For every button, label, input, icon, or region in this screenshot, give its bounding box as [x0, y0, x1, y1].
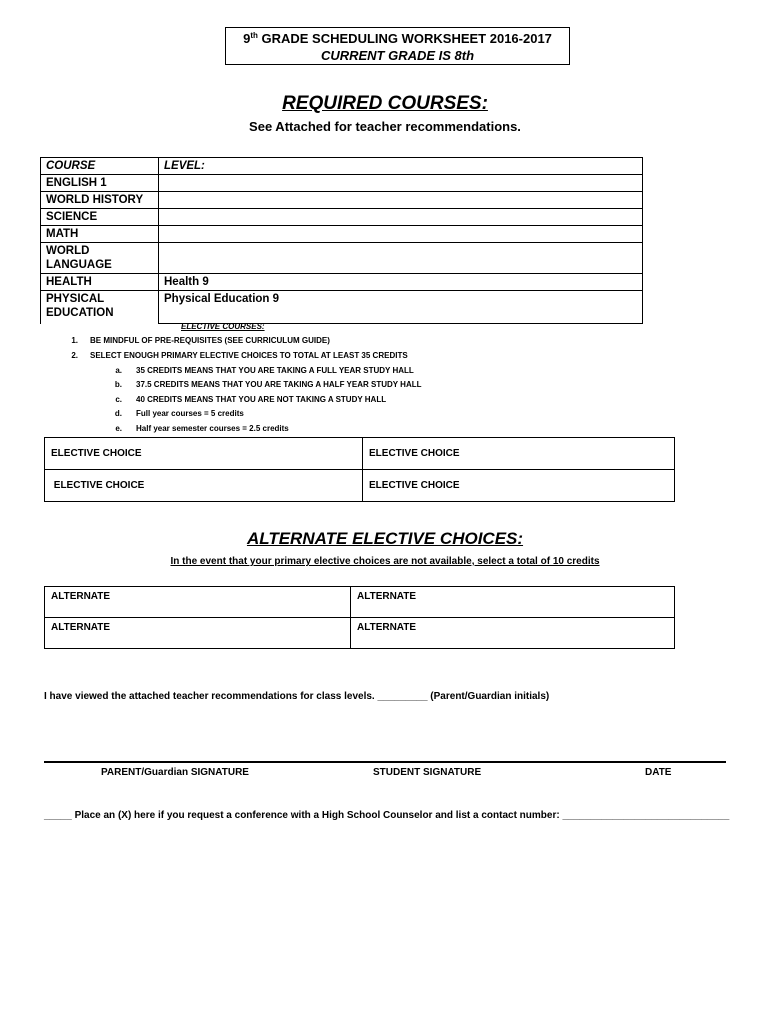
parent-initials-statement[interactable]: I have viewed the attached teacher recommendations for class levels. _________ (Parent/Guardian initials) [44, 691, 550, 702]
course-cell: WORLD LANGUAGE [41, 243, 159, 274]
conference-request-line[interactable]: _____ Place an (X) here if you request a conference with a High School Counselor and list a contact number: ______________________________ [44, 810, 730, 821]
course-cell: SCIENCE [41, 209, 159, 226]
course-column-header: COURSE [41, 158, 159, 175]
list-subitem [102, 424, 662, 436]
level-field[interactable] [159, 209, 643, 226]
table-row [41, 192, 643, 209]
required-courses-table [40, 157, 643, 324]
worksheet-title: 9th GRADE SCHEDULING WORKSHEET 2016-2017 [243, 31, 552, 46]
list-subitem [102, 409, 662, 421]
alternate-choices-table [44, 586, 675, 649]
course-cell: ENGLISH 1 [41, 175, 159, 192]
student-signature-label: STUDENT SIGNATURE [373, 767, 482, 778]
required-courses-heading: REQUIRED COURSES: [282, 93, 488, 114]
list-subitem [102, 395, 662, 407]
table-row [45, 618, 675, 649]
signature-line[interactable] [44, 761, 726, 763]
table-row [41, 175, 643, 192]
list-letter: c. [115, 395, 122, 404]
course-cell: HEALTH [41, 274, 159, 291]
elective-choice-field[interactable]: ELECTIVE CHOICE [363, 470, 675, 502]
list-text: Half year semester courses = 2.5 credits [136, 424, 289, 433]
table-row [41, 274, 643, 291]
level-field[interactable] [159, 226, 643, 243]
table-row [41, 209, 643, 226]
list-text: 40 CREDITS MEANS THAT YOU ARE NOT TAKING A STUDY HALL [136, 395, 387, 404]
table-row [45, 470, 675, 502]
list-item [58, 351, 658, 363]
table-row [45, 438, 675, 470]
table-row [41, 226, 643, 243]
elective-courses-heading: ELECTIVE COURSES: [181, 322, 265, 331]
required-courses-subtitle: See Attached for teacher recommendations. [249, 119, 521, 134]
level-field[interactable] [159, 243, 643, 274]
list-subitem [102, 380, 662, 392]
table-row [41, 243, 643, 274]
alternate-electives-heading: ALTERNATE ELECTIVE CHOICES: [246, 529, 524, 548]
elective-choice-field[interactable]: ELECTIVE CHOICE [45, 438, 363, 470]
list-number: 2. [71, 351, 78, 360]
parent-signature-label: PARENT/Guardian SIGNATURE [101, 767, 249, 778]
list-text: 37.5 CREDITS MEANS THAT YOU ARE TAKING A HALF YEAR STUDY HALL [136, 380, 422, 389]
alternate-electives-subtitle: In the event that your primary elective choices are not available, select a total of 10 credits [170, 556, 600, 567]
table-row [41, 291, 643, 324]
list-item [58, 336, 658, 348]
course-cell: WORLD HISTORY [41, 192, 159, 209]
current-grade-label: CURRENT GRADE IS 8th [320, 48, 475, 63]
table-row [45, 587, 675, 618]
level-field[interactable] [159, 192, 643, 209]
list-letter: a. [115, 366, 122, 375]
list-number: 1. [71, 336, 78, 345]
list-text: SELECT ENOUGH PRIMARY ELECTIVE CHOICES TO TOTAL AT LEAST 35 CREDITS [90, 351, 408, 360]
level-field[interactable]: Physical Education 9 [159, 291, 643, 324]
course-cell: PHYSICAL EDUCATION [41, 291, 159, 324]
date-label: DATE [645, 767, 672, 778]
alternate-field[interactable]: ALTERNATE [351, 587, 675, 618]
alternate-field[interactable]: ALTERNATE [45, 587, 351, 618]
level-field[interactable] [159, 175, 643, 192]
alternate-field[interactable]: ALTERNATE [351, 618, 675, 649]
worksheet-header-box [225, 27, 570, 65]
list-letter: d. [114, 409, 122, 418]
list-letter: b. [114, 380, 122, 389]
list-letter: e. [115, 424, 122, 433]
table-header-row [41, 158, 643, 175]
elective-choice-field[interactable]: ELECTIVE CHOICE [45, 470, 363, 502]
level-column-header: LEVEL: [159, 158, 643, 175]
list-subitem [102, 366, 662, 378]
list-text: 35 CREDITS MEANS THAT YOU ARE TAKING A FULL YEAR STUDY HALL [136, 366, 414, 375]
elective-choices-table [44, 437, 675, 502]
level-field[interactable]: Health 9 [159, 274, 643, 291]
list-text: Full year courses = 5 credits [136, 409, 244, 418]
list-text: BE MINDFUL OF PRE-REQUISITES (SEE CURRICULUM GUIDE) [90, 336, 330, 345]
elective-choice-field[interactable]: ELECTIVE CHOICE [363, 438, 675, 470]
alternate-field[interactable]: ALTERNATE [45, 618, 351, 649]
course-cell: MATH [41, 226, 159, 243]
